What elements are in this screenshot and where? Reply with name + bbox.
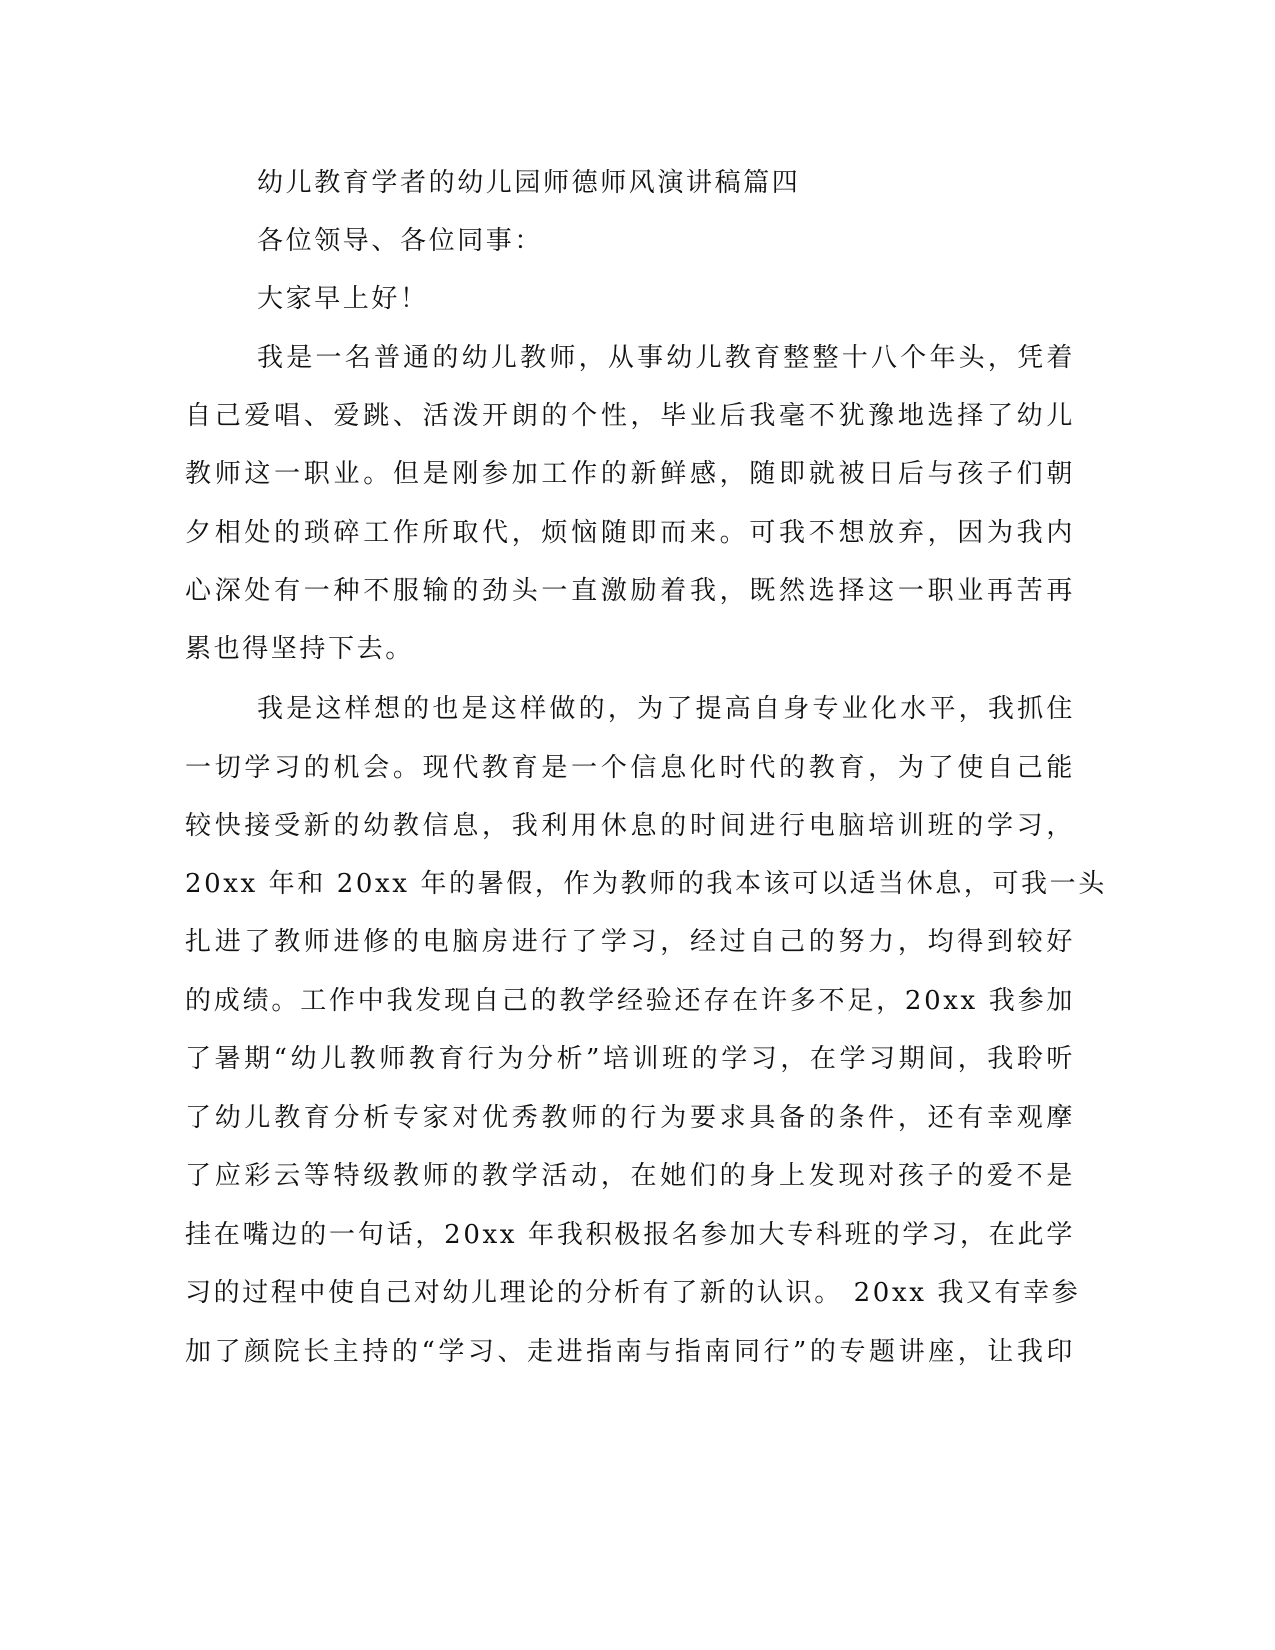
paragraph-line: 较快接受新的幼教信息，我利用休息的时间进行电脑培训班的学习， [185, 811, 1075, 841]
salutation: 各位领导、各位同事： [257, 226, 544, 256]
paragraph-line: 了应彩云等特级教师的教学活动，在她们的身上发现对孩子的爱不是 [185, 1161, 1075, 1191]
paragraph-line: 夕相处的琐碎工作所取代，烦恼随即而来。可我不想放弃，因为我内 [185, 518, 1075, 548]
paragraph-line: 习的过程中使自己对幼儿理论的分析有了新的认识。 20xx 我又有幸参 [185, 1278, 1081, 1308]
paragraph-line: 我是一名普通的幼儿教师，从事幼儿教育整整十八个年头，凭着 [257, 343, 1075, 373]
paragraph-line: 扎进了教师进修的电脑房进行了学习，经过自己的努力，均得到较好 [185, 927, 1075, 957]
paragraph-line: 我是这样想的也是这样做的，为了提高自身专业化水平，我抓住 [257, 694, 1075, 724]
paragraph-line: 自己爱唱、爱跳、活泼开朗的个性，毕业后我毫不犹豫地选择了幼儿 [185, 401, 1075, 431]
paragraph-line: 累也得坚持下去。 [185, 634, 414, 664]
paragraph-line: 一切学习的机会。现代教育是一个信息化时代的教育，为了使自己能 [185, 753, 1075, 783]
document-title: 幼儿教育学者的幼儿园师德师风演讲稿篇四 [257, 168, 801, 198]
paragraph-line: 挂在嘴边的一句话，20xx 年我积极报名参加大专科班的学习，在此学 [185, 1220, 1075, 1250]
greeting: 大家早上好！ [257, 284, 429, 314]
paragraph-line: 了暑期“幼儿教师教育行为分析”培训班的学习，在学习期间，我聆听 [185, 1044, 1075, 1074]
paragraph-line: 加了颜院长主持的“学习、走进指南与指南同行”的专题讲座，让我印 [185, 1337, 1075, 1367]
paragraph-line: 了幼儿教育分析专家对优秀教师的行为要求具备的条件，还有幸观摩 [185, 1103, 1075, 1133]
paragraph-line: 教师这一职业。但是刚参加工作的新鲜感，随即就被日后与孩子们朝 [185, 459, 1075, 489]
paragraph-line: 心深处有一种不服输的劲头一直激励着我，既然选择这一职业再苦再 [185, 576, 1075, 606]
paragraph-line: 20xx 年和 20xx 年的暑假，作为教师的我本该可以适当休息，可我一头 [185, 869, 1107, 899]
paragraph-line: 的成绩。工作中我发现自己的教学经验还存在许多不足，20xx 我参加 [185, 986, 1075, 1016]
